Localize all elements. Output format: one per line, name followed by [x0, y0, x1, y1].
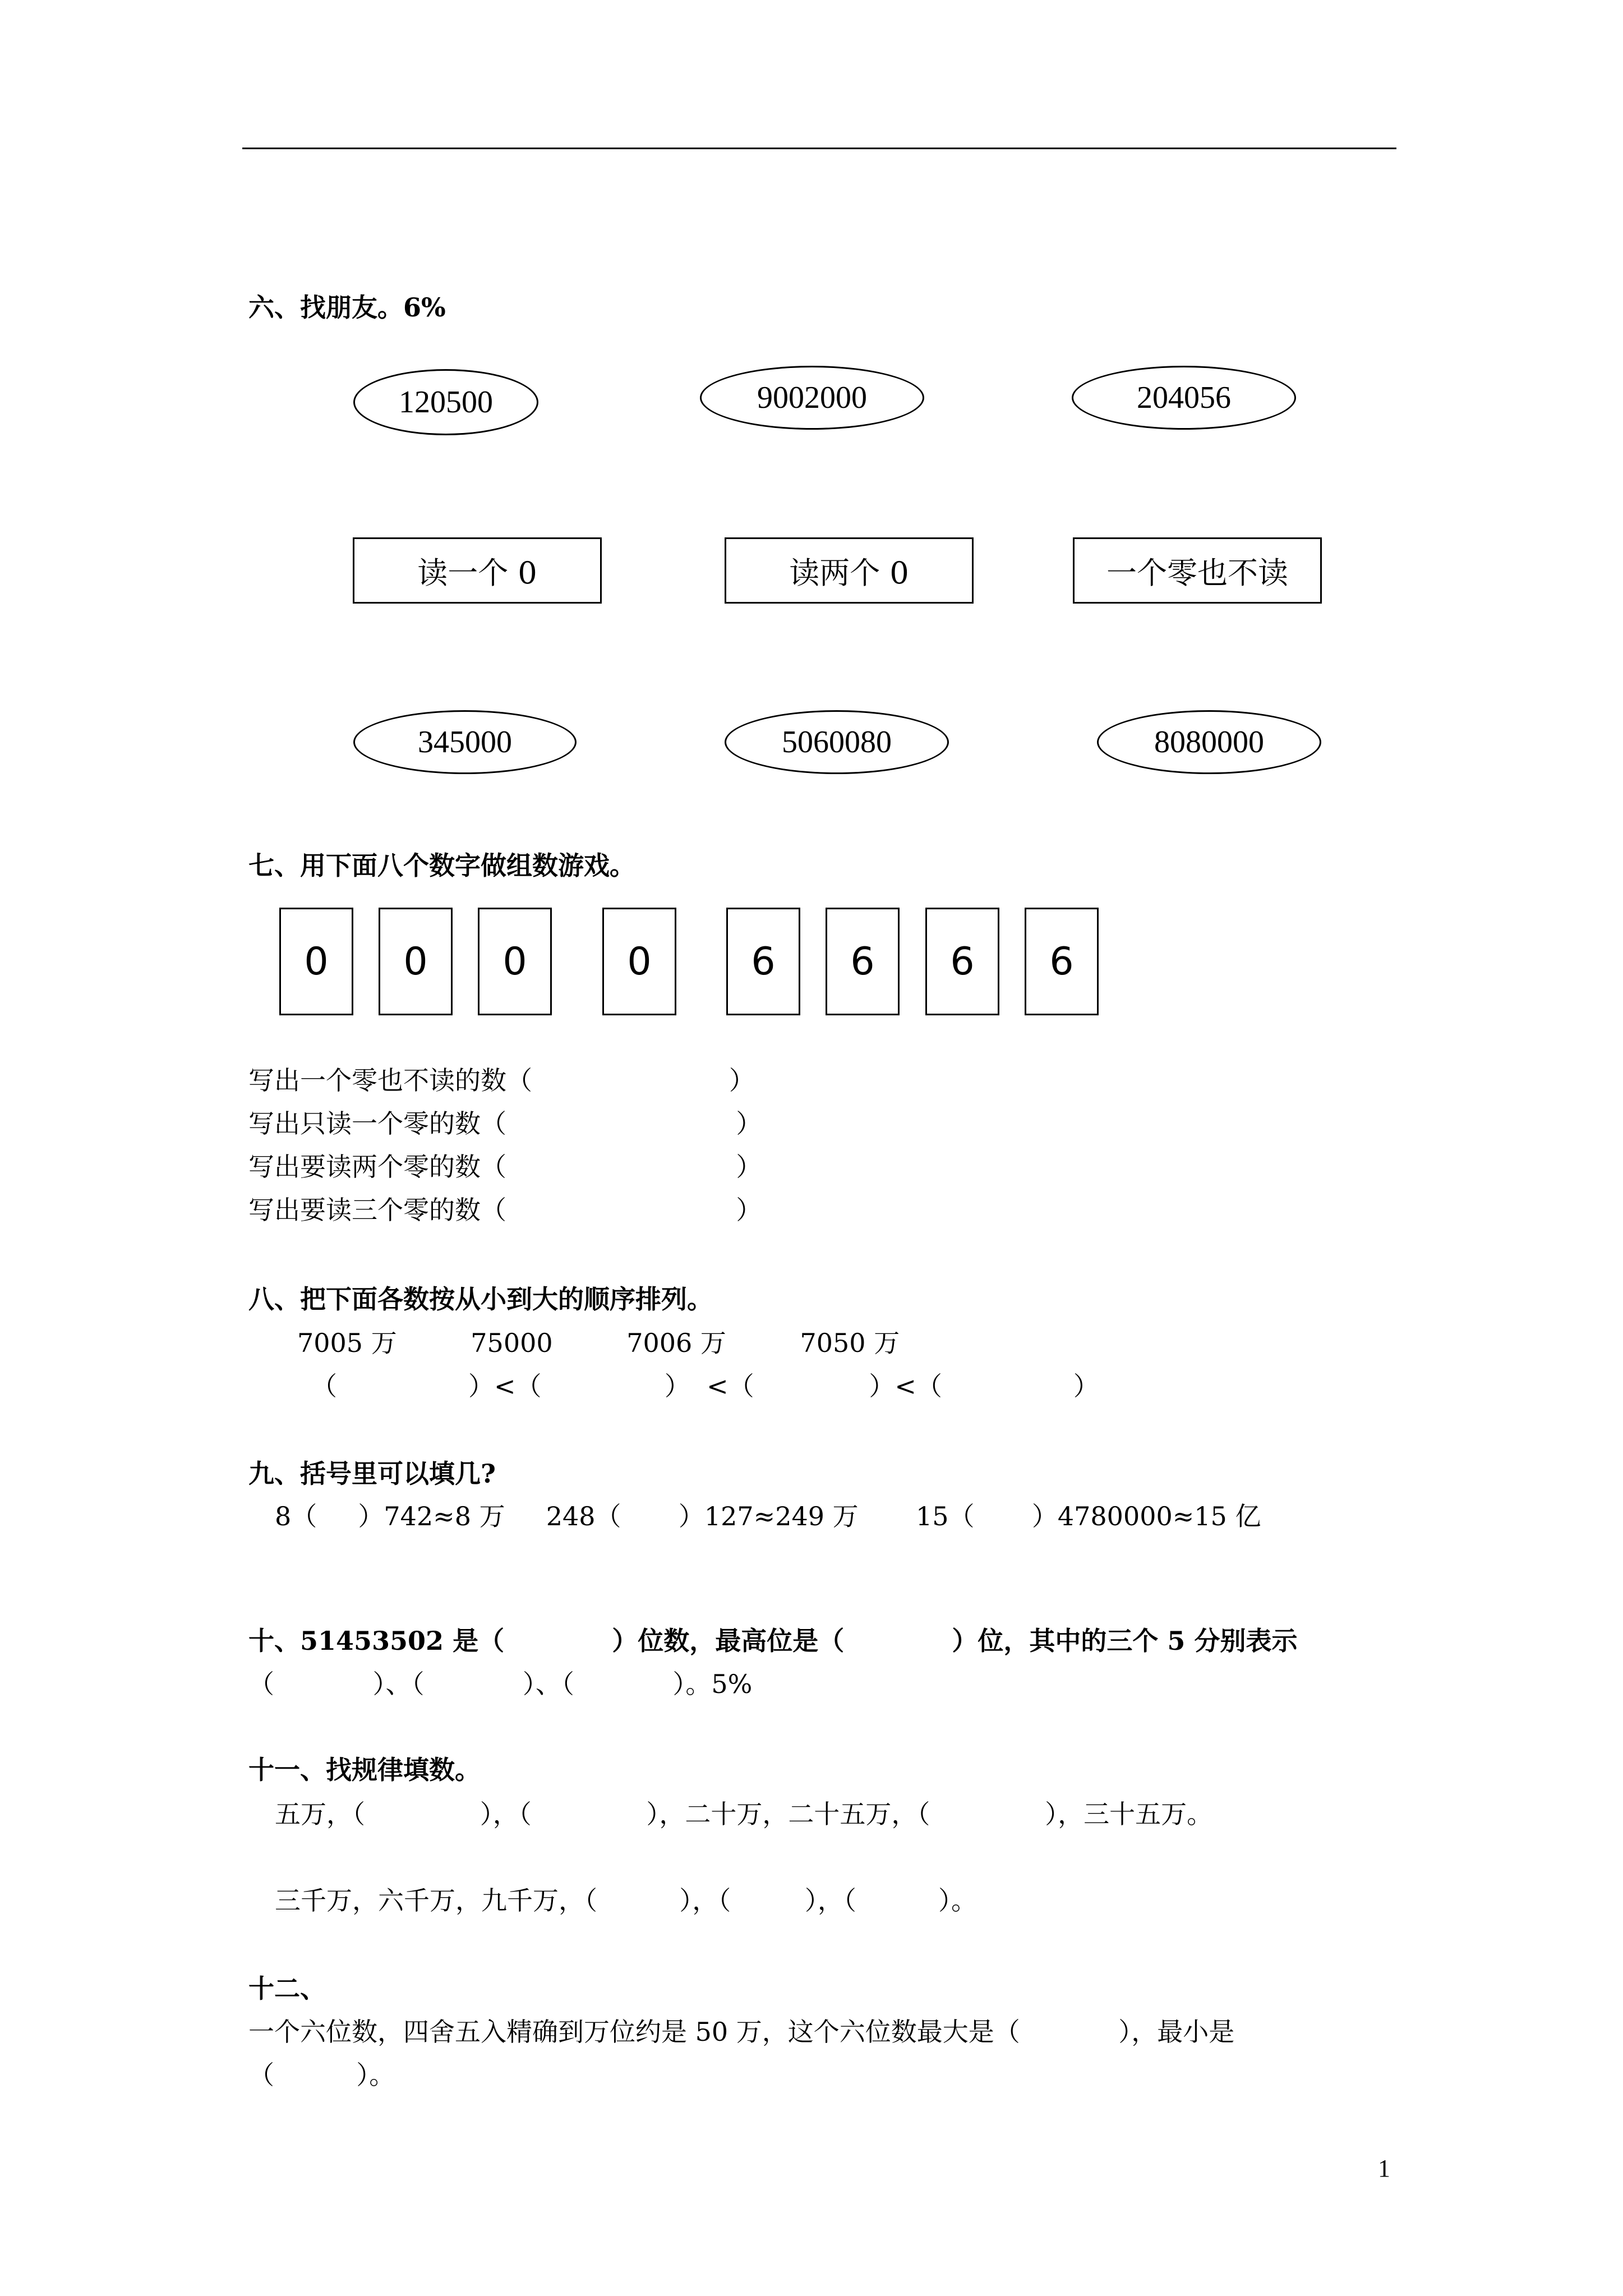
- reading-box: 一个零也不读: [1073, 537, 1322, 604]
- section-7-title: 七、用下面八个数字做组数游戏。: [248, 850, 635, 881]
- section-12-line-2: （ ）。: [248, 2060, 395, 2090]
- ordering-blanks: （ ）<（ ） <（ ）<（ ）: [311, 1371, 1099, 1401]
- digit-card: 6: [1025, 908, 1099, 1015]
- answer-line: 写出要读三个零的数（ ）: [248, 1195, 762, 1225]
- number-oval: 5060080: [725, 710, 949, 774]
- digit-card: 0: [379, 908, 453, 1015]
- section-10-line-2: （ ）、（ ）、（ ）。5%: [248, 1669, 753, 1699]
- number-list: 7005 万 75000 7006 万 7050 万: [297, 1328, 900, 1358]
- reading-box: 读一个 0: [353, 537, 602, 604]
- section-6-title: 六、找朋友。6%: [248, 292, 446, 323]
- number-oval: 345000: [353, 710, 577, 774]
- digit-card: 6: [925, 908, 999, 1015]
- pattern-line-1: 五万，（ ），（ ），二十万，二十五万，（ ），三十五万。: [275, 1799, 1213, 1829]
- answer-line: 写出一个零也不读的数（ ）: [248, 1065, 755, 1096]
- pattern-line-2: 三千万，六千万，九千万，（ ），（ ），（ ）。: [275, 1885, 978, 1916]
- section-10-line-1: 十、51453502 是（ ）位数，最高位是（ ）位，其中的三个 5 分别表示: [248, 1626, 1298, 1656]
- digit-card: 0: [602, 908, 676, 1015]
- answer-line: 写出只读一个零的数（ ）: [248, 1108, 762, 1139]
- section-9-title: 九、括号里可以填几?: [248, 1458, 496, 1489]
- digit-card: 0: [478, 908, 552, 1015]
- digit-card: 6: [826, 908, 900, 1015]
- answer-line: 写出要读两个零的数（ ）: [248, 1152, 762, 1182]
- digit-card: 6: [726, 908, 800, 1015]
- header-rule: [242, 148, 1396, 149]
- number-oval: 204056: [1072, 366, 1296, 430]
- digit-card: 0: [279, 908, 353, 1015]
- page-number: 1: [1378, 2155, 1390, 2182]
- estimation-line: 8（ ）742≈8 万 248（ ）127≈249 万 15（ ）4780000≈15 亿: [275, 1501, 1261, 1531]
- number-oval: 120500: [353, 369, 538, 435]
- section-11-title: 十一、找规律填数。: [248, 1755, 481, 1785]
- number-oval: 9002000: [700, 366, 924, 430]
- reading-box: 读两个 0: [725, 537, 974, 604]
- number-oval: 8080000: [1097, 710, 1321, 774]
- section-12-title: 十二、: [248, 1973, 326, 2004]
- section-12-line-1: 一个六位数，四舍五入精确到万位约是 50 万，这个六位数最大是（ ），最小是: [248, 2017, 1235, 2047]
- section-8-title: 八、把下面各数按从小到大的顺序排列。: [248, 1284, 713, 1314]
